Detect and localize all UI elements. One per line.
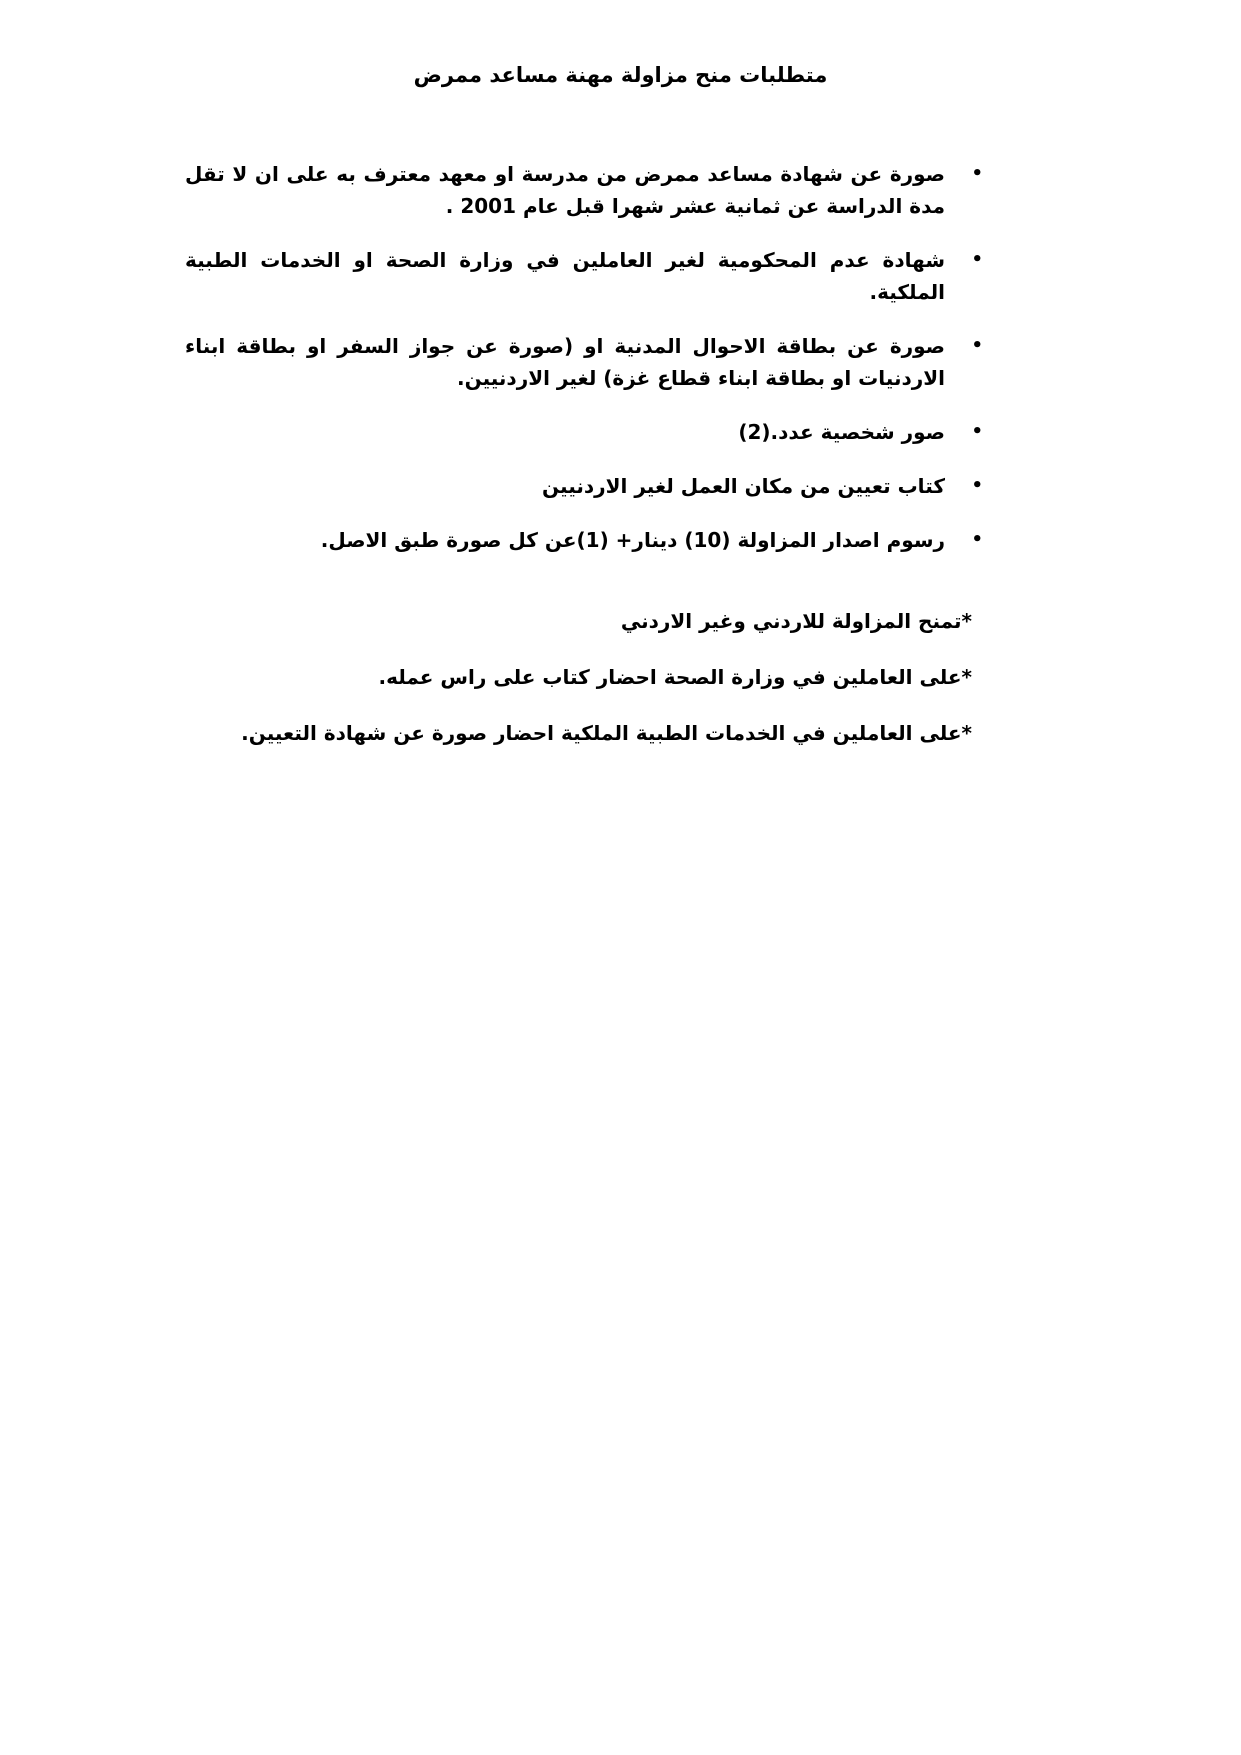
requirement-text: رسوم اصدار المزاولة (10) دينار+ (1)عن كل صورة طبق الاصل.	[320, 528, 945, 552]
bullet-icon: •	[971, 249, 983, 270]
requirement-item	[185, 158, 983, 222]
bullet-icon: •	[971, 335, 983, 356]
requirements-list	[185, 158, 983, 578]
requirement-item	[185, 524, 983, 556]
note-line: *على العاملين في الخدمات الطبية الملكية احضار صورة عن شهادة التعيين.	[241, 721, 972, 745]
bullet-icon: •	[971, 475, 983, 496]
requirement-text: صورة عن بطاقة الاحوال المدنية او (صورة عن جواز السفر او بطاقة ابناء الاردنيات او بطاقة ابناء قطاع غزة) لغير الاردنيين.	[185, 334, 945, 390]
requirement-text: كتاب تعيين من مكان العمل لغير الاردنيين	[542, 474, 945, 498]
note-line: *على العاملين في وزارة الصحة احضار كتاب على راس عمله.	[378, 665, 972, 689]
requirement-item	[185, 416, 983, 448]
note-line: *تمنح المزاولة للاردني وغير الاردني	[620, 609, 972, 633]
bullet-icon: •	[971, 163, 983, 184]
notes-section	[172, 605, 972, 773]
bullet-icon: •	[971, 421, 983, 442]
requirement-text: صورة عن شهادة مساعد ممرض من مدرسة او معهد معترف به على ان لا تقل مدة الدراسة عن ثمانية عشر شهرا قبل عام 2001 .	[185, 162, 945, 218]
requirement-item	[185, 330, 983, 394]
requirement-text: صور شخصية عدد.(2)	[738, 420, 945, 444]
document-title: متطلبات منح مزاولة مهنة مساعد ممرض	[413, 63, 828, 87]
requirement-item	[185, 244, 983, 308]
requirement-text: شهادة عدم المحكومية لغير العاملين في وزارة الصحة او الخدمات الطبية الملكية.	[185, 248, 945, 304]
bullet-icon: •	[971, 529, 983, 550]
requirement-item	[185, 470, 983, 502]
